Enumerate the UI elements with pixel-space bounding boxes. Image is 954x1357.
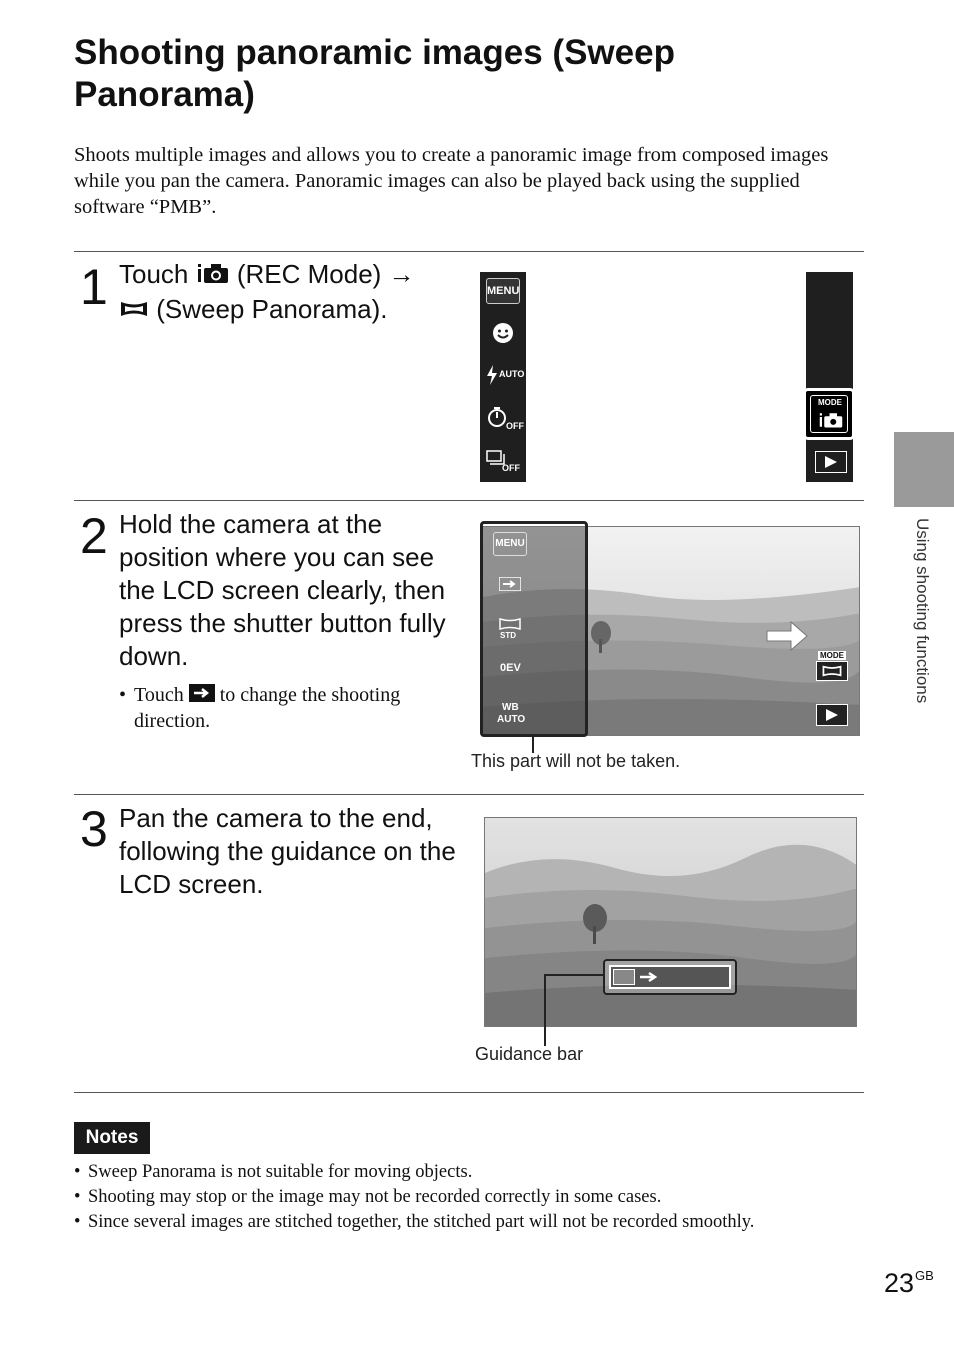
- sweep-panorama-icon: [119, 294, 149, 327]
- flash-icon: [486, 365, 498, 385]
- guidance-bar: [603, 959, 737, 995]
- step-2-text: Hold the camera at the position where you can see the LCD screen clearly, then press the shutter button fully down.: [119, 509, 446, 671]
- menu-button[interactable]: MENU: [493, 532, 527, 556]
- divider: [74, 251, 864, 252]
- callout-line: [544, 974, 546, 1046]
- note-item: • Sweep Panorama is not suitable for moving objects.: [74, 1160, 874, 1185]
- self-timer-button[interactable]: [486, 406, 526, 434]
- notes-list: [74, 1160, 874, 1235]
- lcd-screen-rec-mode: [480, 272, 853, 482]
- step-1-number: 1: [80, 259, 108, 315]
- note-item: • Shooting may stop or the image may not be recorded correctly in some cases.: [74, 1185, 874, 1210]
- playback-button[interactable]: [815, 451, 847, 473]
- direction-arrow-icon: [189, 684, 215, 709]
- flash-auto-button[interactable]: [486, 365, 526, 387]
- callout-line: [544, 974, 604, 976]
- step-1-text: [119, 258, 459, 327]
- rec-mode-icon: [816, 411, 846, 429]
- step-2-bullet-body: [119, 683, 459, 734]
- step-2-number: 2: [80, 508, 108, 564]
- self-timer-icon: [486, 406, 508, 428]
- lcd-preview-area: [526, 272, 807, 482]
- exposure-button[interactable]: 0EV: [500, 662, 521, 674]
- notes-heading: Notes: [74, 1122, 150, 1154]
- note-item: • Since several images are stitched together, the stitched part will not be recorded smoothly.: [74, 1210, 874, 1235]
- guidance-track: [609, 965, 731, 989]
- step-2-bullet-after: to change the shooting direction.: [134, 684, 401, 732]
- playback-button[interactable]: [816, 704, 848, 726]
- mode-button-face: [816, 661, 848, 681]
- burst-off-label: OFF: [502, 463, 520, 473]
- landscape-photo: [485, 818, 857, 1027]
- page-number: [884, 1268, 934, 1299]
- mode-label: MODE: [820, 651, 844, 660]
- step-3-number: 3: [80, 801, 108, 857]
- sweep-panorama-icon: [822, 665, 842, 677]
- section-tab: [894, 432, 954, 507]
- guidance-arrow-icon: [639, 970, 659, 984]
- smile-shutter-icon[interactable]: [491, 321, 515, 350]
- step-2-bullet: [119, 683, 459, 734]
- play-icon: [824, 456, 838, 468]
- play-icon: [825, 709, 839, 721]
- guidance-position-box: [613, 969, 635, 985]
- intro-paragraph: Shoots multiple images and allows you to create a panoramic image from composed images while you pan the camera. Panoramic images can also be played back using the supplied software “PMB”.: [74, 144, 829, 218]
- step-1-text-part2: (REC Mode) →: [236, 259, 415, 289]
- page-title: Shooting panoramic images (Sweep Panorama): [74, 33, 675, 114]
- rec-mode-icon: [196, 260, 230, 293]
- page-number-suffix: GB: [915, 1268, 934, 1283]
- section-side-label: Using shooting functions: [913, 518, 932, 704]
- self-timer-off-label: OFF: [506, 421, 524, 431]
- mode-button[interactable]: [816, 651, 850, 683]
- divider: [74, 1092, 864, 1093]
- step-1-text-part1: Touch: [119, 259, 189, 289]
- rec-mode-button[interactable]: [803, 388, 853, 440]
- pan-direction-arrow-icon: [765, 619, 809, 653]
- lcd-screen-guidance: [484, 817, 857, 1027]
- wb-label: WB: [502, 702, 519, 713]
- step-2-bullet-before: Touch: [134, 684, 184, 706]
- menu-button[interactable]: MENU: [486, 278, 520, 304]
- step-2-caption: This part will not be taken.: [471, 751, 681, 771]
- excluded-area-highlight: [480, 521, 588, 737]
- mode-label: MODE: [818, 398, 842, 407]
- divider: [74, 794, 864, 795]
- bullet-dot: •: [119, 684, 127, 706]
- step-3-text: Pan the camera to the end, following the guidance on the LCD screen.: [119, 803, 456, 899]
- flash-auto-label: AUTO: [499, 369, 525, 379]
- burst-button[interactable]: [486, 450, 526, 478]
- step-1-text-part3: (Sweep Panorama).: [156, 293, 388, 324]
- std-label: STD: [500, 631, 516, 640]
- step-3-caption: Guidance bar: [475, 1044, 584, 1064]
- divider: [74, 500, 864, 501]
- wb-auto-label: AUTO: [497, 714, 526, 725]
- page-number-value: 23: [884, 1268, 915, 1298]
